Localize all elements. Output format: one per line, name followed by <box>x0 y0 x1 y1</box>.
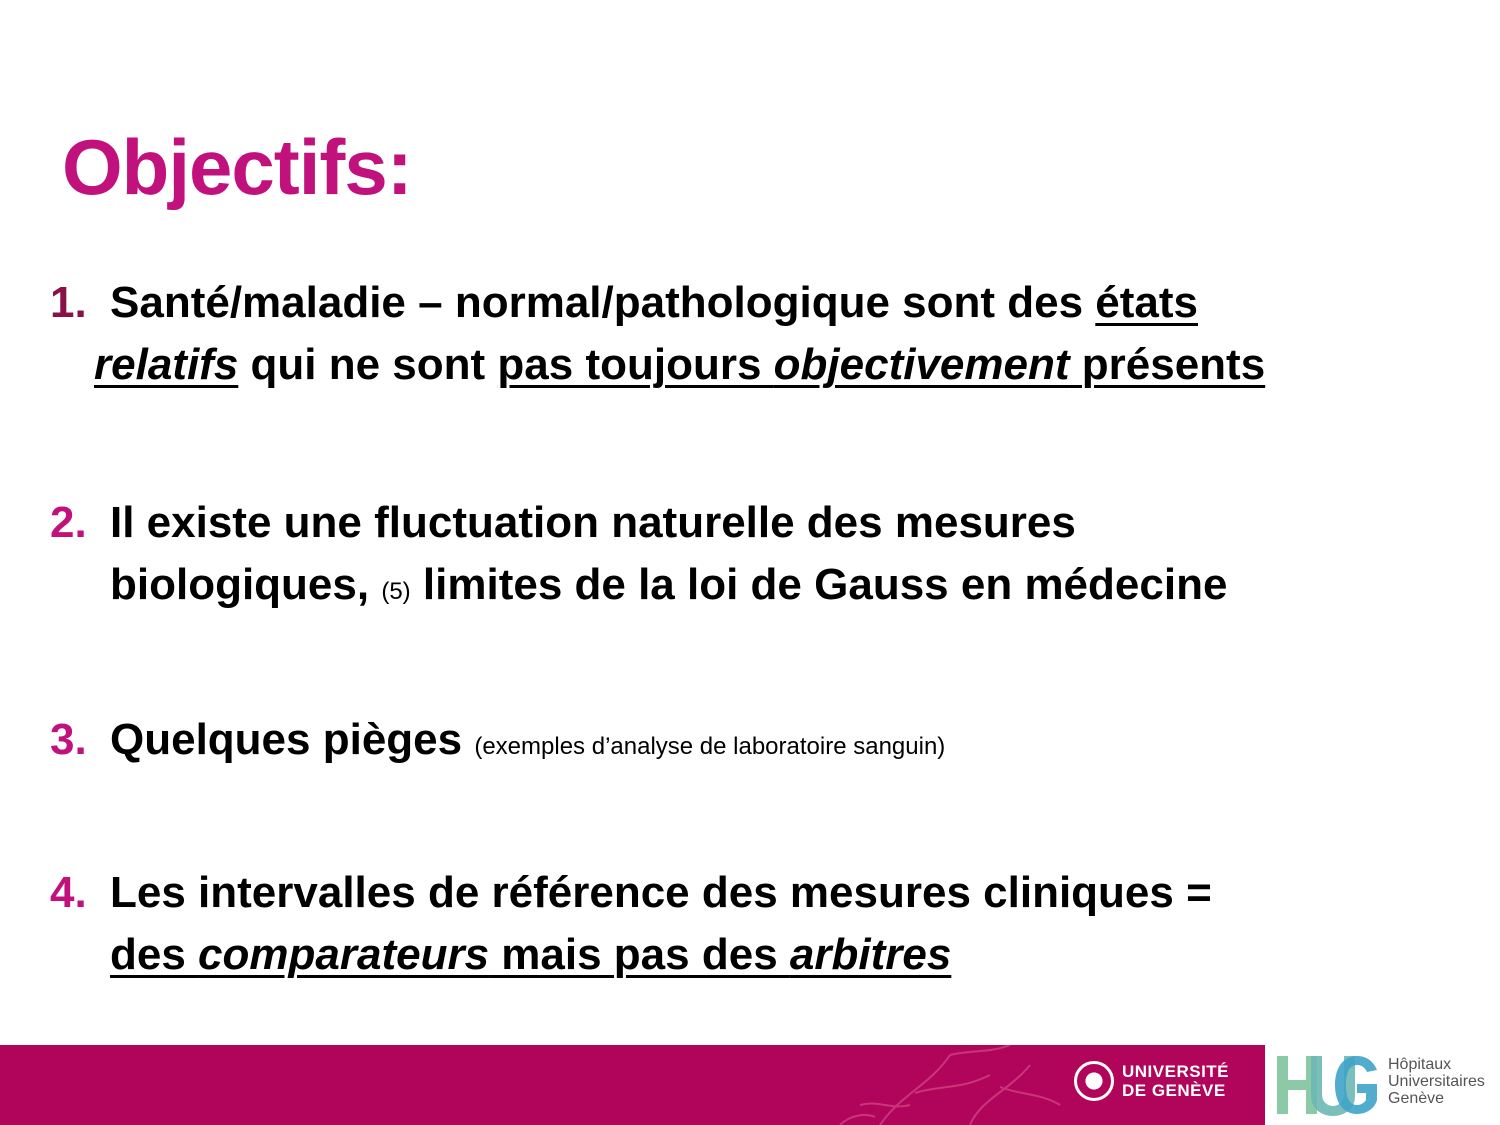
objective-1-number: 1. <box>50 278 87 327</box>
objective-4-number: 4. <box>50 868 87 917</box>
university-name-line-2: DE GENÈVE <box>1122 1081 1226 1100</box>
hug-name <box>1388 1056 1485 1107</box>
objective-2-number: 2. <box>50 498 87 547</box>
objective-4 <box>50 862 1470 986</box>
objective-1-objectivement: objectivement <box>773 340 1070 389</box>
hug-name-line-2: Universitaires <box>1388 1073 1485 1090</box>
objective-1 <box>50 272 1470 396</box>
objective-4-arbitres: arbitres <box>789 930 952 979</box>
objective-2 <box>50 492 1470 623</box>
slide-title: Objectifs: <box>62 123 412 211</box>
objective-3-text-a: Quelques pièges <box>110 715 475 764</box>
university-name-line-1: UNIVERSITÉ <box>1122 1062 1230 1081</box>
objective-1-text-a: Santé/maladie – normal/pathologique sont des <box>110 278 1096 327</box>
objective-1-pas-toujours: pas toujours <box>497 340 774 389</box>
objective-1-line-1 <box>50 272 1470 334</box>
objective-3-note: (exemples d’analyse de laboratoire sanguin) <box>474 733 946 760</box>
objective-3 <box>50 709 1470 778</box>
objective-1-relatifs: relatifs <box>94 340 239 389</box>
objective-4-text-a: Les intervalles de référence des mesures cliniques = <box>110 868 1212 917</box>
objective-1-etats: états <box>1095 278 1199 327</box>
university-name <box>1122 1062 1229 1100</box>
objective-4-line-2 <box>50 924 1470 986</box>
objective-3-line-1 <box>50 709 1470 778</box>
objective-1-text-b: qui ne sont <box>238 340 498 389</box>
university-seal-icon <box>1074 1061 1114 1101</box>
university-logo <box>1074 1061 1229 1101</box>
hug-name-line-1: Hôpitaux <box>1388 1056 1452 1073</box>
objective-4-underlined-phrase <box>110 930 951 979</box>
objective-1-presents: présents <box>1069 340 1266 389</box>
objective-2-line-2 <box>50 554 1470 623</box>
objective-2-text-a: Il existe une fluctuation naturelle des mesures <box>110 498 1076 547</box>
objective-1-line-2 <box>50 334 1470 396</box>
objective-4-line-1 <box>50 862 1470 924</box>
objective-2-reference: (5) <box>381 578 411 605</box>
objective-3-number: 3. <box>50 715 87 764</box>
hug-logo-icon <box>1275 1052 1381 1118</box>
objective-4-comparateurs: comparateurs <box>198 930 490 979</box>
objective-2-text-b: biologiques, <box>110 560 382 609</box>
objective-2-line-1 <box>50 492 1470 554</box>
hug-name-line-3: Genève <box>1388 1090 1445 1107</box>
objective-4-mais-pas-des: mais pas des <box>489 930 790 979</box>
objective-4-des: des <box>110 930 199 979</box>
objective-2-text-c: limites de la loi de Gauss en médecine <box>410 560 1228 609</box>
objective-1-underlined-phrase <box>497 340 1265 389</box>
